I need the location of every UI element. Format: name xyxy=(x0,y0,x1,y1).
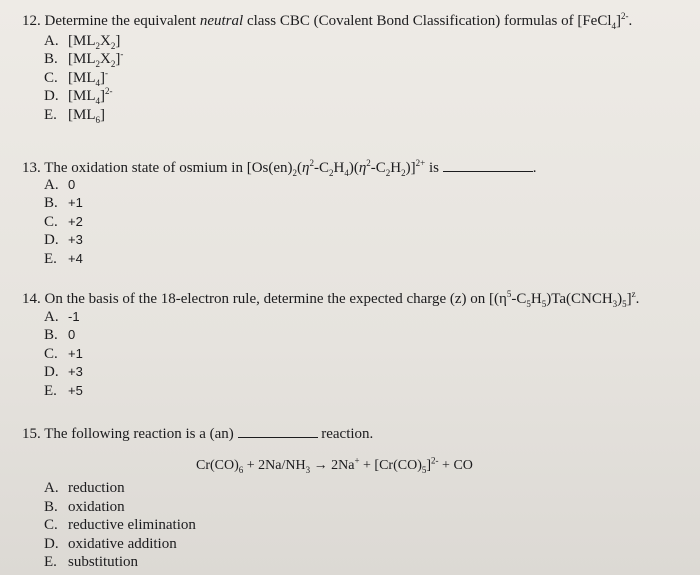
q12-option-e[interactable]: E. $[ML_6]$ xyxy=(44,106,105,125)
q15-option-a[interactable]: A. reduction xyxy=(44,480,125,496)
q13-options xyxy=(44,176,83,268)
q12-option-d[interactable]: D. $[ML_4]^{2-}$ xyxy=(44,86,113,107)
q12-option-c[interactable]: C. $[ML_4]^-$ xyxy=(44,67,108,88)
q14-option-a[interactable]: A. -1 xyxy=(44,309,80,325)
reaction-arrow: → xyxy=(310,458,332,473)
q12-option-b[interactable]: B. $[ML_2X_2]^-$ xyxy=(44,49,124,70)
question-14: 14. On the basis of the 18-electron rule, determine the expected charge (z) on $[(\eta^5-C_5H_5)Ta(CNCH_3)_5]^z$. xyxy=(22,289,640,309)
q13-option-e[interactable]: E. +4 xyxy=(44,250,83,267)
q14-option-d[interactable]: D. +3 xyxy=(44,364,83,381)
q12-option-a[interactable]: A. $[ML_2X_2]$ xyxy=(44,33,121,51)
answer-blank[interactable] xyxy=(238,425,318,438)
q15-option-c[interactable]: C. reductive elimination xyxy=(44,517,196,534)
question-12: 12. Determine the equivalent neutral class CBC (Covalent Bond Classification) formulas of [FeCl$_4$]$^{2-}$. xyxy=(22,11,633,31)
q15-option-e[interactable]: E. substitution xyxy=(44,554,139,571)
q15-option-b[interactable]: B. oxidation xyxy=(44,498,125,515)
question-13: 13. The oxidation state of osmium in $[Os(en)_2(\eta^2-C_2H_4)(\eta^2-C_2H_2)]^{2+}$ is . xyxy=(22,158,537,178)
reaction-equation: $Cr(CO)_6 + 2Na/NH_3 \to 2Na^+ + [Cr(CO)_5]^{2-}$ + CO xyxy=(196,455,473,475)
q14-option-b[interactable]: B. 0 xyxy=(44,327,76,344)
q15-options xyxy=(44,479,196,572)
q14-option-c[interactable]: C. +1 xyxy=(44,345,83,362)
q13-option-c[interactable]: C. +2 xyxy=(44,213,83,230)
q13-option-d[interactable]: D. +3 xyxy=(44,232,83,249)
q12-options xyxy=(44,32,123,124)
question-number: 15. xyxy=(22,426,41,442)
q15-option-d[interactable]: D. oxidative addition xyxy=(44,535,177,552)
question-number: 14. xyxy=(22,291,41,307)
q14-options xyxy=(44,308,83,400)
answer-blank[interactable] xyxy=(443,159,533,172)
q14-option-e[interactable]: E. +5 xyxy=(44,382,83,399)
question-number: 13. xyxy=(22,160,41,176)
q13-option-b[interactable]: B. +1 xyxy=(44,195,83,212)
q13-option-a[interactable]: A. 0 xyxy=(44,177,76,193)
question-15: 15. The following reaction is a (an) reaction. xyxy=(22,426,374,442)
question-number: 12. xyxy=(22,13,41,29)
